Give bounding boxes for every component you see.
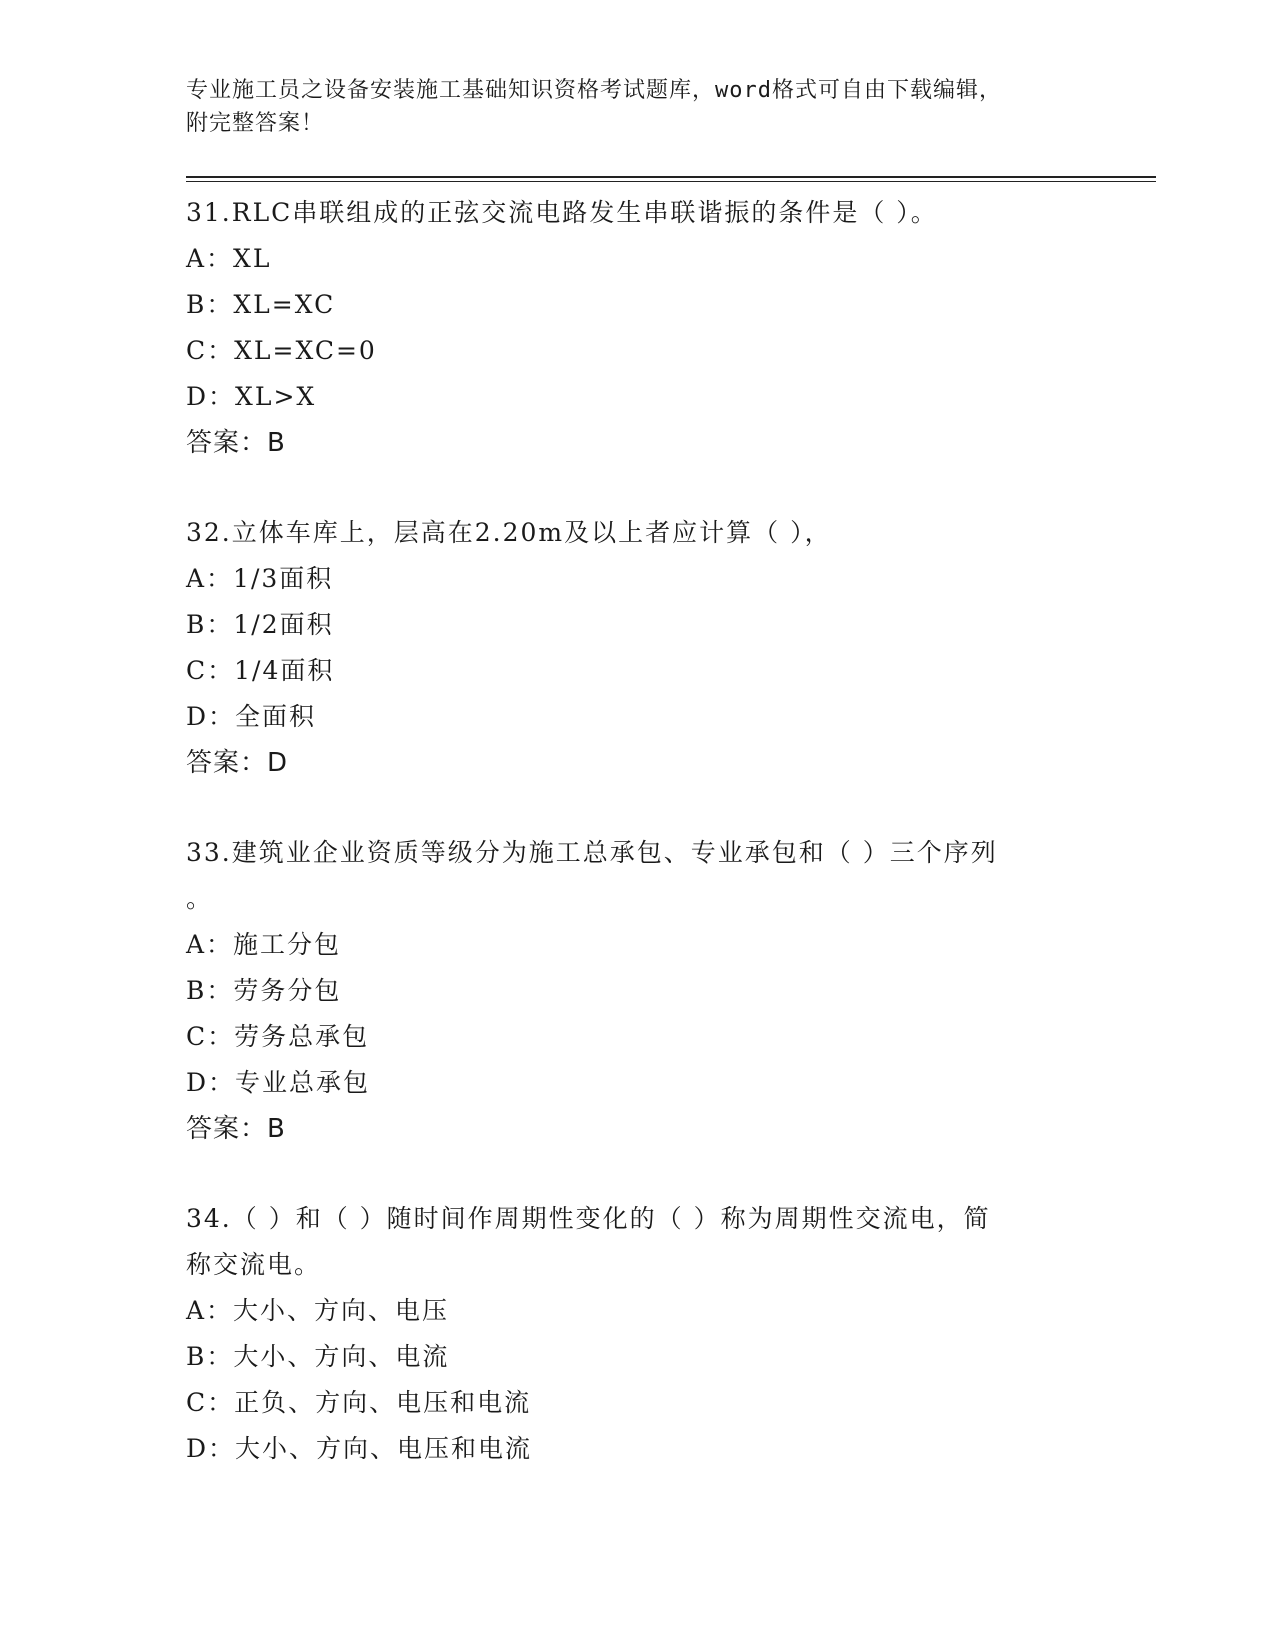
question-stem: 33.建筑业企业资质等级分为施工总承包、专业承包和（ ）三个序列 。 [186,838,998,913]
answer-line: 答案：D [186,748,289,778]
option-d: D：专业总承包 [186,1068,371,1097]
option-b: B：1/2面积 [186,610,334,639]
option-b: B：XL=XC [186,290,336,319]
header-divider [186,176,1156,182]
option-c: C：劳务总承包 [186,1022,370,1051]
option-d: D：XL>X [186,382,317,411]
option-a: A：XL [186,244,272,273]
option-a: A：1/3面积 [186,564,334,593]
document-header-line-1: 专业施工员之设备安装施工基础知识资格考试题库，word格式可自由下载编辑， [186,78,1002,103]
option-c: C：XL=XC=0 [186,336,377,365]
question-stem: 32.立体车库上，层高在2.20m及以上者应计算（ ）， [186,518,832,547]
question-stem: 34.（ ）和（ ）随时间作周期性变化的（ ）称为周期性交流电，简 称交流电。 [186,1204,991,1279]
option-d: D：全面积 [186,702,317,731]
option-d: D：大小、方向、电压和电流 [186,1434,533,1463]
question-stem: 31.RLC串联组成的正弦交流电路发生串联谐振的条件是（ ）。 [186,198,938,227]
option-b: B：劳务分包 [186,976,342,1005]
question-gap [186,466,1156,510]
question-31 [186,190,1156,510]
option-c: C：正负、方向、电压和电流 [186,1388,532,1417]
question-32 [186,510,1156,830]
document-page [186,74,1156,1472]
option-a: A：大小、方向、电压 [186,1296,450,1325]
answer-line: 答案：B [186,428,286,458]
question-gap [186,1152,1156,1196]
question-34 [186,1196,1156,1472]
question-33 [186,830,1156,1196]
option-b: B：大小、方向、电流 [186,1342,450,1371]
document-header-line-2: 附完整答案！ [186,111,325,136]
question-list [186,190,1156,1472]
answer-line: 答案：B [186,1114,286,1144]
option-a: A：施工分包 [186,930,342,959]
question-gap [186,786,1156,830]
option-c: C：1/4面积 [186,656,335,685]
